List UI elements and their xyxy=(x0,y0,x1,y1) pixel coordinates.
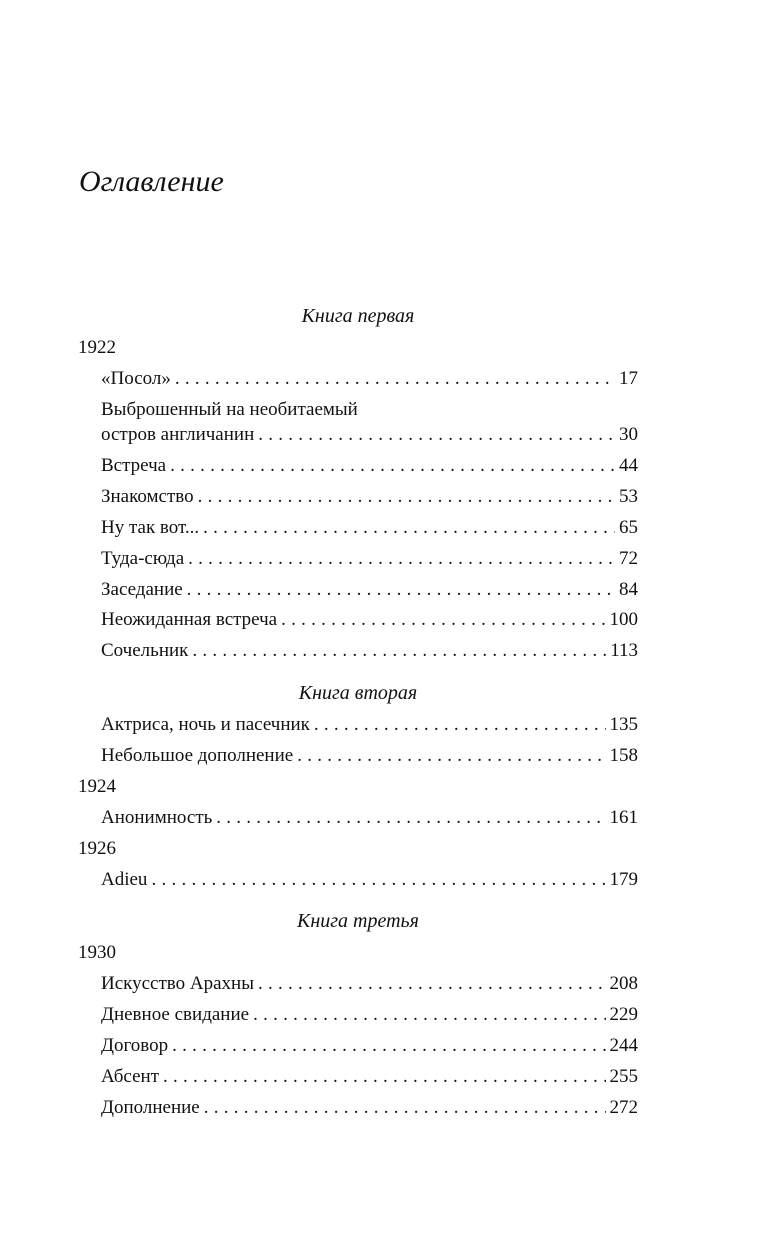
toc-entry[interactable] xyxy=(101,453,638,479)
book-heading-3: Книга третья xyxy=(297,910,419,932)
toc-entry[interactable] xyxy=(101,743,638,769)
toc-entry[interactable] xyxy=(101,712,638,738)
toc-entry-label: Актриса, ночь и пасечник xyxy=(101,714,310,735)
toc-entry-label: Ну так вот... xyxy=(101,517,200,538)
toc-entry[interactable] xyxy=(101,867,638,893)
toc-entry[interactable] xyxy=(101,607,638,633)
year-heading-1922: 1922 xyxy=(78,337,116,358)
dot-leader xyxy=(297,743,605,769)
page-title: Оглавление xyxy=(79,165,224,198)
dot-leader xyxy=(163,1064,606,1090)
toc-entry-label: Анонимность xyxy=(101,807,213,828)
toc-entry-page: 229 xyxy=(609,1004,638,1025)
toc-entry[interactable] xyxy=(101,805,638,831)
toc-entry-label: Заседание xyxy=(101,579,183,600)
year-heading-1924: 1924 xyxy=(78,776,116,797)
toc-entry-label: остров англичанин xyxy=(101,424,255,445)
dot-leader xyxy=(175,366,615,392)
toc-entry[interactable] xyxy=(101,1095,638,1121)
toc-entry-label: Встреча xyxy=(101,455,167,476)
dot-leader xyxy=(170,453,615,479)
toc-entry[interactable] xyxy=(101,1033,638,1059)
dot-leader xyxy=(258,422,615,448)
toc-entry-page: 17 xyxy=(619,368,638,389)
toc-entry[interactable] xyxy=(101,366,638,392)
toc-entry-page: 100 xyxy=(609,609,638,630)
dot-leader xyxy=(216,805,605,831)
toc-entry-page: 161 xyxy=(609,807,638,828)
toc-entry-page: 30 xyxy=(619,424,638,445)
toc-entry-label: Знакомство xyxy=(101,486,194,507)
dot-leader xyxy=(198,484,615,510)
book-heading-2: Книга вторая xyxy=(298,682,418,704)
toc-entry-page: 113 xyxy=(610,640,638,661)
dot-leader xyxy=(203,515,615,541)
dot-leader xyxy=(258,971,606,997)
dot-leader xyxy=(192,638,606,664)
toc-entry-label: Дневное свидание xyxy=(101,1004,250,1025)
dot-leader xyxy=(253,1002,605,1028)
toc-entry[interactable] xyxy=(101,971,638,997)
year-heading-1926: 1926 xyxy=(78,838,116,859)
toc-entry[interactable] xyxy=(101,577,638,603)
book-heading-1: Книга первая xyxy=(301,305,415,327)
toc-entry[interactable] xyxy=(101,546,638,572)
toc-entry-label: Небольшое дополнение xyxy=(101,745,294,766)
dot-leader xyxy=(281,607,605,633)
toc-entry-page: 255 xyxy=(609,1066,638,1087)
toc-entry-label: Adieu xyxy=(101,869,148,890)
dot-leader xyxy=(188,546,615,572)
year-heading-1930: 1930 xyxy=(78,942,116,963)
toc-entry-label-line1: Выброшенный на необитаемый xyxy=(101,399,358,420)
toc-entry[interactable] xyxy=(101,515,638,541)
dot-leader xyxy=(187,577,615,603)
toc-entry[interactable] xyxy=(101,484,638,510)
dot-leader xyxy=(172,1033,605,1059)
toc-entry-page: 84 xyxy=(619,579,638,600)
dot-leader xyxy=(204,1095,606,1121)
toc-entry-label: Договор xyxy=(101,1035,169,1056)
toc-entry-page: 44 xyxy=(619,455,638,476)
toc-entry-page: 53 xyxy=(619,486,638,507)
toc-entry[interactable] xyxy=(101,1064,638,1090)
toc-entry[interactable] xyxy=(101,422,638,448)
toc-entry-page: 272 xyxy=(609,1097,638,1118)
toc-entry[interactable] xyxy=(101,638,638,664)
toc-entry-page: 179 xyxy=(609,869,638,890)
toc-entry-label: Дополнение xyxy=(101,1097,200,1118)
toc-entry-label: Абсент xyxy=(101,1066,159,1087)
toc-entry-label: Туда-сюда xyxy=(101,548,185,569)
toc-entry-page: 208 xyxy=(609,973,638,994)
toc-entry-page: 244 xyxy=(609,1035,638,1056)
toc-entry-label: Искусство Арахны xyxy=(101,973,254,994)
toc-entry-page: 135 xyxy=(609,714,638,735)
toc-entry[interactable] xyxy=(101,1002,638,1028)
toc-entry-page: 158 xyxy=(609,745,638,766)
toc-entry-label: «Посол» xyxy=(101,368,171,389)
toc-entry-page: 65 xyxy=(619,517,638,538)
toc-entry-label: Неожиданная встреча xyxy=(101,609,278,630)
dot-leader xyxy=(151,867,605,893)
toc-entry-label: Сочельник xyxy=(101,640,189,661)
dot-leader xyxy=(314,712,606,738)
toc-entry-page: 72 xyxy=(619,548,638,569)
